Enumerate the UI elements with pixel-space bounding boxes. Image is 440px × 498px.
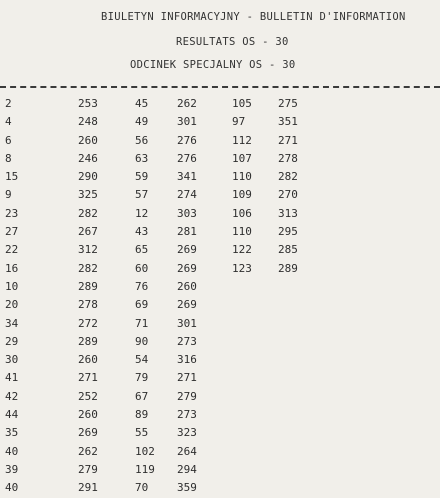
table-cell: 246 [78, 151, 98, 165]
table-cell: 290 [78, 170, 98, 184]
table-cell: 63 [135, 151, 149, 165]
left-results-column [78, 95, 98, 498]
table-cell: 69 [135, 298, 149, 312]
table-cell: 271 [177, 371, 197, 385]
table-cell: 248 [78, 115, 98, 129]
table-cell: 264 [177, 444, 197, 458]
table-cell: 45 [135, 97, 149, 110]
table-cell: 67 [135, 389, 149, 403]
table-cell: 12 [135, 206, 149, 220]
table-cell: 269 [177, 298, 197, 312]
table-cell: 271 [278, 133, 298, 147]
table-cell: 276 [177, 151, 197, 165]
table-cell: 41 [5, 371, 19, 385]
table-cell: 123 [232, 261, 252, 275]
table-cell: 273 [177, 334, 197, 348]
table-cell: 278 [278, 151, 298, 165]
table-cell: 325 [78, 188, 98, 202]
table-cell: 112 [232, 133, 252, 147]
table-cell: 260 [177, 279, 197, 293]
table-cell: 269 [177, 243, 197, 257]
table-cell: 40 [5, 444, 19, 458]
table-cell: 10 [5, 279, 19, 293]
table-cell: 289 [78, 334, 98, 348]
table-cell: 20 [5, 298, 19, 312]
table-cell: 89 [135, 408, 149, 422]
table-cell: 110 [232, 170, 252, 184]
table-cell: 27 [5, 225, 19, 239]
table-cell: 70 [135, 481, 149, 495]
table-cell: 279 [78, 462, 98, 476]
table-cell: 109 [232, 188, 252, 202]
table-cell: 252 [78, 389, 98, 403]
table-cell: 270 [278, 188, 298, 202]
table-cell: 273 [177, 408, 197, 422]
table-cell: 15 [5, 170, 19, 184]
table-cell: 107 [232, 151, 252, 165]
table-cell: 29 [5, 334, 19, 348]
table-cell: 71 [135, 316, 149, 330]
table-cell: 278 [78, 298, 98, 312]
table-cell: 6 [5, 133, 12, 147]
table-cell: 30 [5, 353, 19, 367]
table-cell: 274 [177, 188, 197, 202]
table-cell: 40 [5, 481, 19, 495]
table-cell: 260 [78, 133, 98, 147]
table-cell: 102 [135, 444, 155, 458]
table-cell: 316 [177, 353, 197, 367]
table-cell: 8 [5, 151, 12, 165]
table-cell: 23 [5, 206, 19, 220]
right-results-column [278, 95, 298, 278]
table-cell: 35 [5, 426, 19, 440]
table-cell: 65 [135, 243, 149, 257]
table-cell: 119 [135, 462, 155, 476]
table-cell: 267 [78, 225, 98, 239]
table-cell: 295 [278, 225, 298, 239]
table-cell: 351 [278, 115, 298, 129]
table-cell: 44 [5, 408, 19, 422]
table-cell: 34 [5, 316, 19, 330]
table-cell: 54 [135, 353, 149, 367]
table-cell: 279 [177, 389, 197, 403]
table-cell: 57 [135, 188, 149, 202]
dashed-divider [0, 86, 440, 88]
table-cell: 359 [177, 481, 197, 495]
table-cell: 289 [278, 261, 298, 275]
left-numbers-column [5, 95, 18, 498]
table-cell: 106 [232, 206, 252, 220]
table-cell: 105 [232, 97, 252, 110]
table-cell: 285 [278, 243, 298, 257]
table-cell: 262 [78, 444, 98, 458]
table-cell: 59 [135, 170, 149, 184]
table-cell: 301 [177, 316, 197, 330]
table-cell: 269 [78, 426, 98, 440]
special-stage-heading: ODCINEK SPECJALNY OS - 30 [130, 59, 296, 71]
bulletin-title: BIULETYN INFORMACYJNY - BULLETIN D'INFORMATION [101, 11, 406, 23]
table-cell: 110 [232, 225, 252, 239]
mid-results-column [177, 95, 197, 498]
table-cell: 9 [5, 188, 12, 202]
table-cell: 56 [135, 133, 149, 147]
table-cell: 282 [78, 206, 98, 220]
table-cell: 312 [78, 243, 98, 257]
table-cell: 282 [78, 261, 98, 275]
table-cell: 276 [177, 133, 197, 147]
table-cell: 260 [78, 408, 98, 422]
table-cell: 294 [177, 462, 197, 476]
table-cell: 90 [135, 334, 149, 348]
table-cell: 282 [278, 170, 298, 184]
table-cell: 341 [177, 170, 197, 184]
table-cell: 253 [78, 97, 98, 110]
table-cell: 76 [135, 279, 149, 293]
mid-numbers-column [135, 95, 155, 498]
table-cell: 79 [135, 371, 149, 385]
table-cell: 4 [5, 115, 12, 129]
table-cell: 301 [177, 115, 197, 129]
table-cell: 39 [5, 462, 19, 476]
table-cell: 2 [5, 97, 12, 110]
table-cell: 275 [278, 97, 298, 110]
table-cell: 262 [177, 97, 197, 110]
table-cell: 49 [135, 115, 149, 129]
table-cell: 260 [78, 353, 98, 367]
table-cell: 22 [5, 243, 19, 257]
table-cell: 269 [177, 261, 197, 275]
table-cell: 97 [232, 115, 246, 129]
table-cell: 291 [78, 481, 98, 495]
table-cell: 122 [232, 243, 252, 257]
right-numbers-column [232, 95, 252, 278]
table-cell: 281 [177, 225, 197, 239]
table-cell: 42 [5, 389, 19, 403]
results-heading: RESULTATS OS - 30 [176, 36, 289, 48]
table-cell: 16 [5, 261, 19, 275]
table-cell: 303 [177, 206, 197, 220]
table-cell: 60 [135, 261, 149, 275]
table-cell: 313 [278, 206, 298, 220]
table-cell: 289 [78, 279, 98, 293]
table-cell: 43 [135, 225, 149, 239]
table-cell: 272 [78, 316, 98, 330]
table-cell: 271 [78, 371, 98, 385]
table-cell: 323 [177, 426, 197, 440]
table-cell: 55 [135, 426, 149, 440]
